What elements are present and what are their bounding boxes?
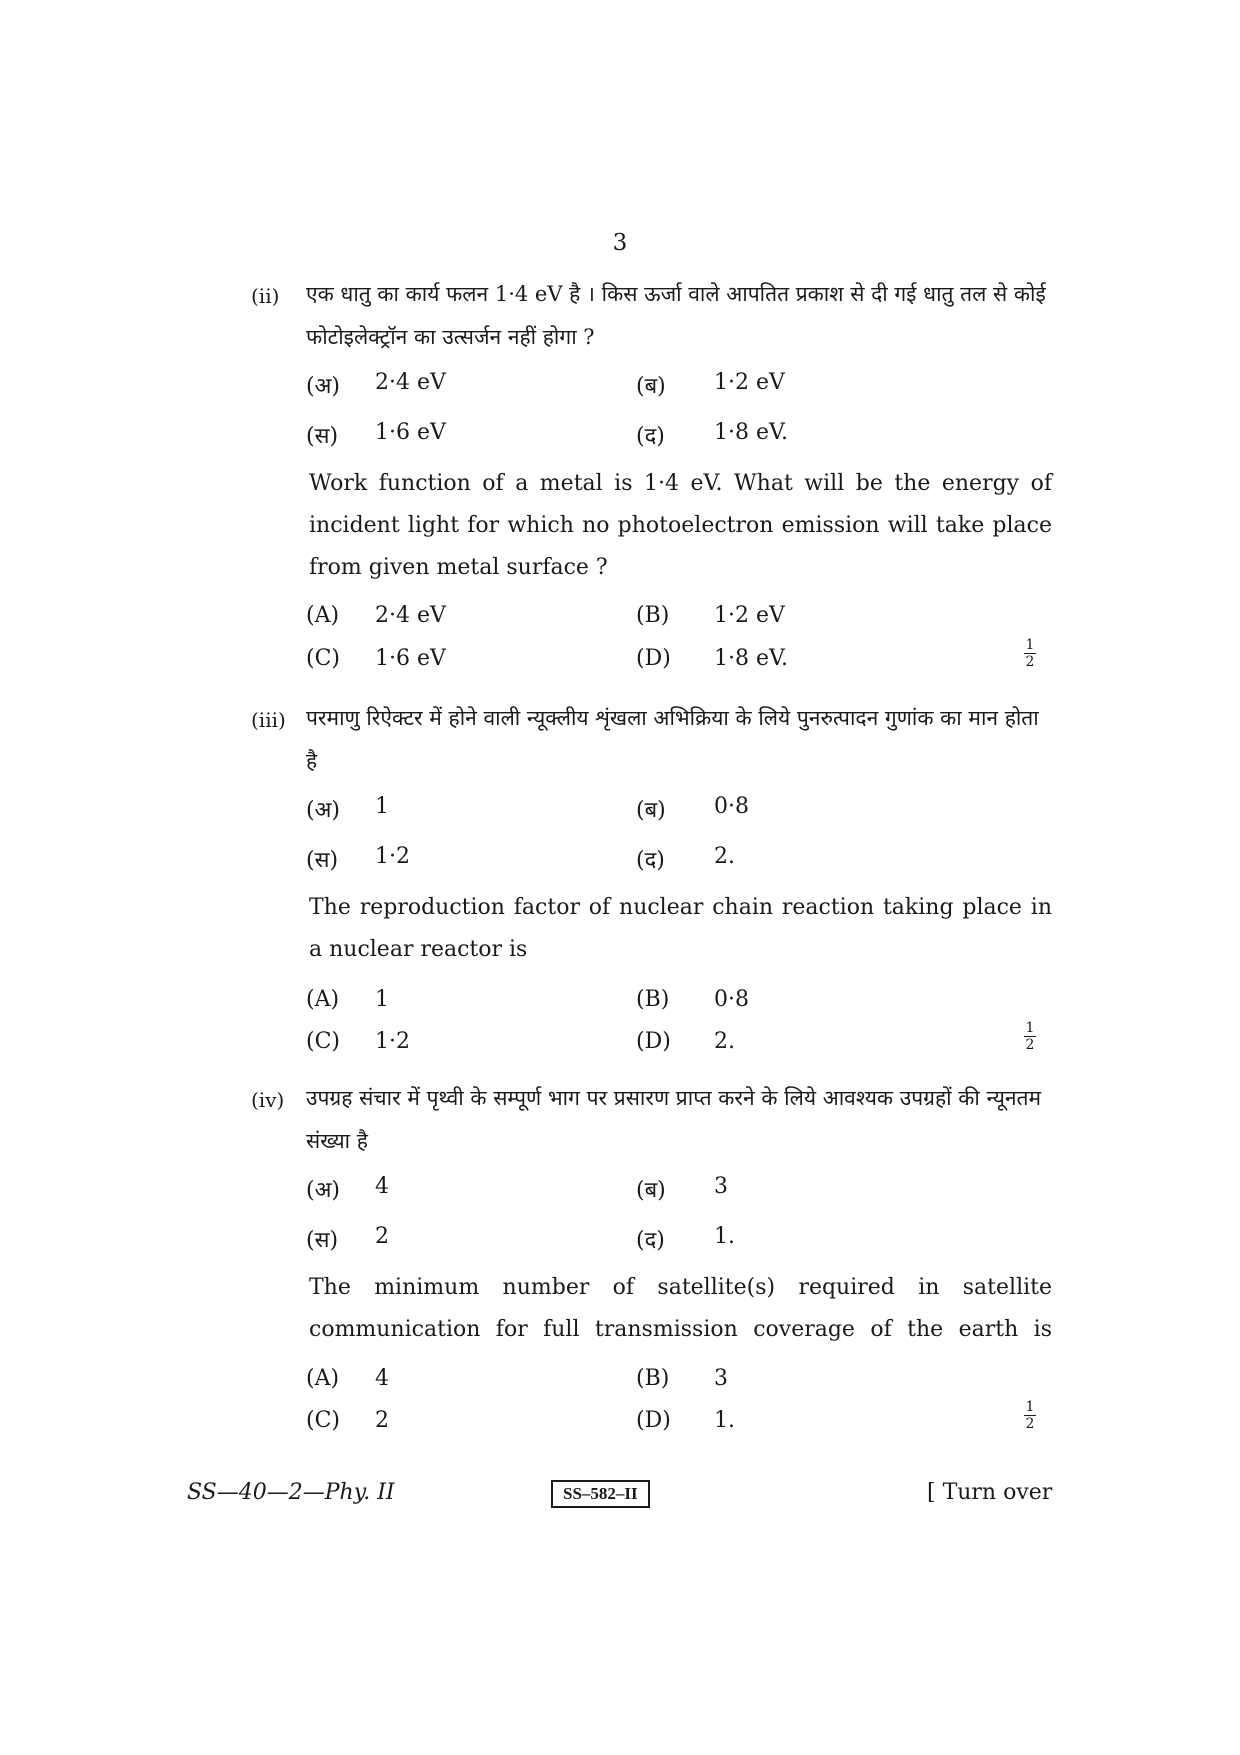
option-value: 3 <box>714 1174 728 1199</box>
option-label: (ब) <box>636 798 666 823</box>
english-options-row-1 <box>306 987 1052 1019</box>
option-value: 1·6 eV <box>375 646 446 671</box>
page-number: 3 <box>612 230 628 256</box>
option-value: 0·8 <box>714 987 749 1012</box>
option-value: 1 <box>375 794 389 819</box>
english-options-row-1 <box>306 603 1052 635</box>
question-text-english: The minimum number of satellite(s) required in satellite communication for full transmission coverage of the earth is <box>309 1275 1052 1342</box>
option-label: (C) <box>306 646 340 671</box>
option-label: (स) <box>306 424 339 449</box>
option-value: 1·2 <box>375 1029 410 1054</box>
option-label: (B) <box>636 987 670 1012</box>
marks-numerator: 1 <box>1025 637 1035 653</box>
english-options-row-1 <box>306 1366 1052 1398</box>
option-value: 2·4 eV <box>375 370 446 395</box>
option-label: (द) <box>636 848 665 873</box>
option-value: 1·2 <box>375 844 410 869</box>
option-value: 1. <box>714 1224 735 1249</box>
option-label: (C) <box>306 1408 340 1433</box>
hindi-options-row-1 <box>306 794 1052 826</box>
marks-denominator: 2 <box>1025 1416 1035 1432</box>
question-text-english: Work function of a metal is 1·4 eV. What will be the energy of incident light for which no photoelectron emission will take place from given metal surface ? <box>309 471 1052 580</box>
option-value: 4 <box>375 1366 389 1391</box>
english-options-row-2 <box>306 1399 1052 1440</box>
question-text-hindi: परमाणु रिऐक्टर में होने वाली न्यूक्लीय शृंखला अभिक्रिया के लिये पुनरुत्पादन गुणांक का मान होता है <box>306 706 1039 773</box>
option-value: 4 <box>375 1174 389 1199</box>
option-value: 2 <box>375 1224 389 1249</box>
option-value: 1·8 eV. <box>714 420 789 445</box>
option-label: (C) <box>306 1029 340 1054</box>
option-label: (ब) <box>636 374 666 399</box>
option-label: (अ) <box>306 374 340 399</box>
option-label: (स) <box>306 848 339 873</box>
option-value: 1·8 eV. <box>714 646 789 671</box>
option-value: 2·4 eV <box>375 603 446 628</box>
question-number: (ii) <box>251 284 280 308</box>
marks-numerator: 1 <box>1025 1399 1035 1415</box>
option-label: (A) <box>306 1366 340 1391</box>
english-options-row-2 <box>306 637 1052 678</box>
marks-fraction <box>1024 1400 1036 1431</box>
marks-denominator: 2 <box>1025 1037 1035 1053</box>
question-text-english: The reproduction factor of nuclear chain reaction taking place in a nuclear reactor is <box>309 895 1052 962</box>
option-label: (D) <box>636 646 671 671</box>
option-label: (अ) <box>306 1178 340 1203</box>
option-value: 0·8 <box>714 794 749 819</box>
option-value: 1·6 eV <box>375 420 446 445</box>
marks-numerator: 1 <box>1025 1020 1035 1036</box>
footer-booklet-code: SS–582–II <box>551 1480 650 1508</box>
option-value: 2 <box>375 1408 389 1433</box>
hindi-options-row-1 <box>306 1174 1052 1206</box>
option-label: (D) <box>636 1408 671 1433</box>
question-text-hindi: उपग्रह संचार में पृथ्वी के सम्पूर्ण भाग पर प्रसारण प्राप्त करने के लिये आवश्यक उपग्रहों की न्यूनतम संख्या है <box>306 1086 1042 1153</box>
option-value: 1. <box>714 1408 735 1433</box>
english-options-row-2 <box>306 1020 1052 1061</box>
option-label: (द) <box>636 1228 665 1253</box>
marks-fraction <box>1024 638 1036 669</box>
option-label: (द) <box>636 424 665 449</box>
marks-denominator: 2 <box>1025 654 1035 670</box>
question-number: (iii) <box>251 708 286 732</box>
hindi-options-row-1 <box>306 370 1052 402</box>
option-label: (D) <box>636 1029 671 1054</box>
marks-fraction <box>1024 1021 1036 1052</box>
option-label: (A) <box>306 987 340 1012</box>
hindi-options-row-2 <box>306 420 1052 452</box>
option-label: (अ) <box>306 798 340 823</box>
footer-paper-code: SS—40—2—Phy. II <box>187 1480 395 1505</box>
option-label: (स) <box>306 1228 339 1253</box>
option-label: (ब) <box>636 1178 666 1203</box>
hindi-options-row-2 <box>306 1224 1052 1256</box>
option-value: 3 <box>714 1366 728 1391</box>
option-value: 2. <box>714 844 735 869</box>
option-value: 1·2 eV <box>714 603 785 628</box>
option-label: (B) <box>636 1366 670 1391</box>
footer-turn-over: [ Turn over <box>927 1480 1053 1505</box>
option-value: 1·2 eV <box>714 370 785 395</box>
question-number: (iv) <box>251 1088 285 1112</box>
option-label: (B) <box>636 603 670 628</box>
question-text-hindi: एक धातु का कार्य फलन 1·4 eV है । किस ऊर्जा वाले आपतित प्रकाश से दी गई धातु तल से कोई फोटोइलेक्ट्रॉन का उत्सर्जन नहीं होगा ? <box>306 282 1046 349</box>
option-value: 2. <box>714 1029 735 1054</box>
option-label: (A) <box>306 603 340 628</box>
hindi-options-row-2 <box>306 844 1052 876</box>
option-value: 1 <box>375 987 389 1012</box>
